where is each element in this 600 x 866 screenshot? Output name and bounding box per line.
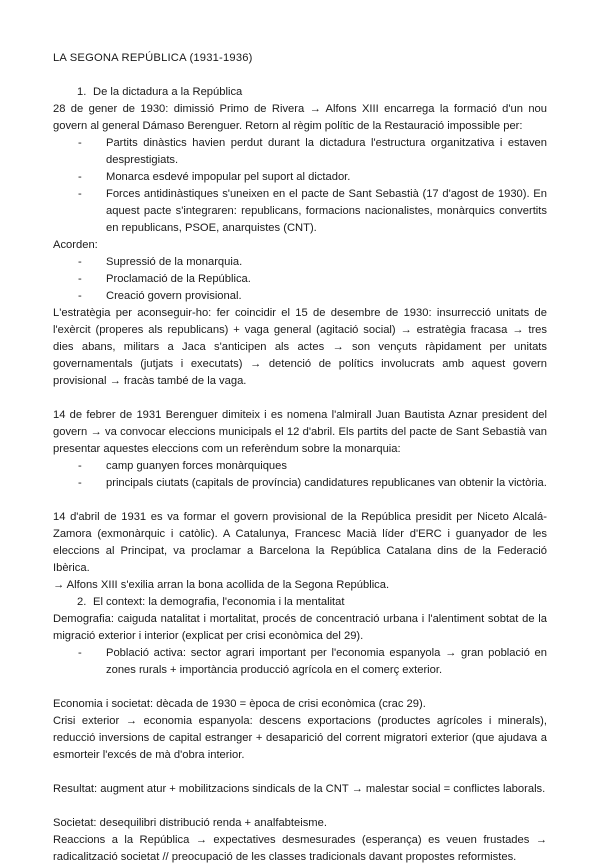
list-item-text: Proclamació de la República. [106,273,251,285]
dash-bullet-icon: - [78,171,82,183]
paragraph-spacer [53,679,547,696]
list-item [53,186,547,237]
dash-list [53,458,547,492]
section-number: 2. [77,596,87,608]
list-item [53,169,547,186]
section-heading-text: De la dictadura a la República [93,86,243,98]
section-heading [53,84,547,101]
document-body [53,50,547,866]
list-item [53,254,547,271]
dash-bullet-icon: - [78,137,82,149]
list-item [53,645,547,679]
page-title: LA SEGONA REPÚBLICA (1931-1936) [53,52,253,64]
list-item-text: Creació govern provisional. [106,290,242,302]
list-item-text: Partits dinàstics havien perdut durant la dictadura l'estructura organitzativa i estaven desprestigiats. [106,137,547,166]
section-heading-text: El context: la demografia, l'economia i la mentalitat [93,596,345,608]
paragraph-spacer [53,492,547,509]
paragraph-spacer [53,798,547,815]
list-item [53,475,547,492]
dash-bullet-icon: - [78,290,82,302]
paragraph: Crisi exterior → economia espanyola: descens exportacions (productes agrícoles i minerals), reducció inversions de capital estranger + desaparició del corrent migratori exterior (que ajudava a esmorteir l'excés de mà d'obra interior. [53,715,547,761]
document-sections [53,84,547,866]
list-item-text: Població activa: sector agrari important per l'economia espanyola → gran població en zones rurals + importància producció agrícola en el comerç exterior. [106,647,547,676]
list-item-text: principals ciutats (capitals de província) candidatures republicanes van obtenir la victòria. [106,477,547,489]
list-item [53,135,547,169]
paragraph: Societat: desequilibri distribució renda + analfabteisme. [53,817,327,829]
dash-bullet-icon: - [78,188,82,200]
paragraph: Resultat: augment atur + mobilitzacions sindicals de la CNT → malestar social = conflictes laborals. [53,783,546,795]
paragraph: Economia i societat: dècada de 1930 = època de crisi econòmica (crac 29). [53,698,426,710]
paragraph: L'estratègia per aconseguir-ho: fer coincidir el 15 de desembre de 1930: insurrecció unitats de l'exèrcit (properes als republicans) + vaga general (agitació social) → estratègia fracasa → tres dies abans, militars a Jaca s'anticipen als actes → son vençuts ràpidament per unitats governamentals (jutjats i executats) → detenció de polítics involucrats amb aquest govern provisional → fracàs també de la vaga. [53,307,547,387]
dash-list [53,135,547,237]
list-item-text: Monarca esdevé impopular pel suport al dictador. [106,171,351,183]
dash-list [53,645,547,679]
paragraph: → Alfons XIII s'exilia arran la bona acollida de la Segona República. [53,579,390,591]
list-item-text: camp guanyen forces monàrquiques [106,460,287,472]
list-item-text: Supressió de la monarquia. [106,256,243,268]
paragraph: Demografia: caiguda natalitat i mortalitat, procés de concentració urbana i l'alentiment sobtat de la migració exterior i interior (explicat per crisi econòmica del 29). [53,613,547,642]
section-number: 1. [77,86,87,98]
dash-bullet-icon: - [78,273,82,285]
list-item-text: Forces antidinàstiques s'uneixen en el pacte de Sant Sebastià (17 d'agost de 1930). En aquest pacte s'integraren: republicans, formacions nacionalistes, monàrquics convertits en republicans, PSOE, anarquistes (CNT). [106,188,547,234]
paragraph: Acorden: [53,239,98,251]
dash-list [53,254,547,305]
dash-bullet-icon: - [78,460,82,472]
paragraph: 14 de febrer de 1931 Berenguer dimiteix i es nomena l'almirall Juan Bautista Aznar president del govern → va convocar eleccions municipals el 12 d'abril. Els partits del pacte de Sant Sebastià van presentar aquestes eleccions com un referèndum sobre la monarquia: [53,409,547,455]
dash-bullet-icon: - [78,256,82,268]
section-heading [53,594,547,611]
paragraph: 14 d'abril de 1931 es va formar el govern provisional de la República presidit per Niceto Alcalá-Zamora (exmonàrquic i catòlic). A Catalunya, Francesc Macià líder d'ERC i guanyador de les eleccions al Principat, va proclamar a Barcelona la República Catalana dins de la Federació Ibèrica. [53,511,547,574]
list-item [53,458,547,475]
dash-bullet-icon: - [78,647,82,659]
paragraph: 28 de gener de 1930: dimissió Primo de Rivera → Alfons XIII encarrega la formació d'un nou govern al general Dámaso Berenguer. Retorn al règim polític de la Restauració impossible per: [53,103,547,132]
list-item [53,271,547,288]
dash-bullet-icon: - [78,477,82,489]
list-item [53,288,547,305]
paragraph-spacer [53,390,547,407]
paragraph-spacer [53,764,547,781]
paragraph: Reaccions a la República → expectatives desmesurades (esperança) es veuen frustades → radicalització societat // preocupació de les classes tradicionals davant propostes reformistes. [53,834,547,863]
